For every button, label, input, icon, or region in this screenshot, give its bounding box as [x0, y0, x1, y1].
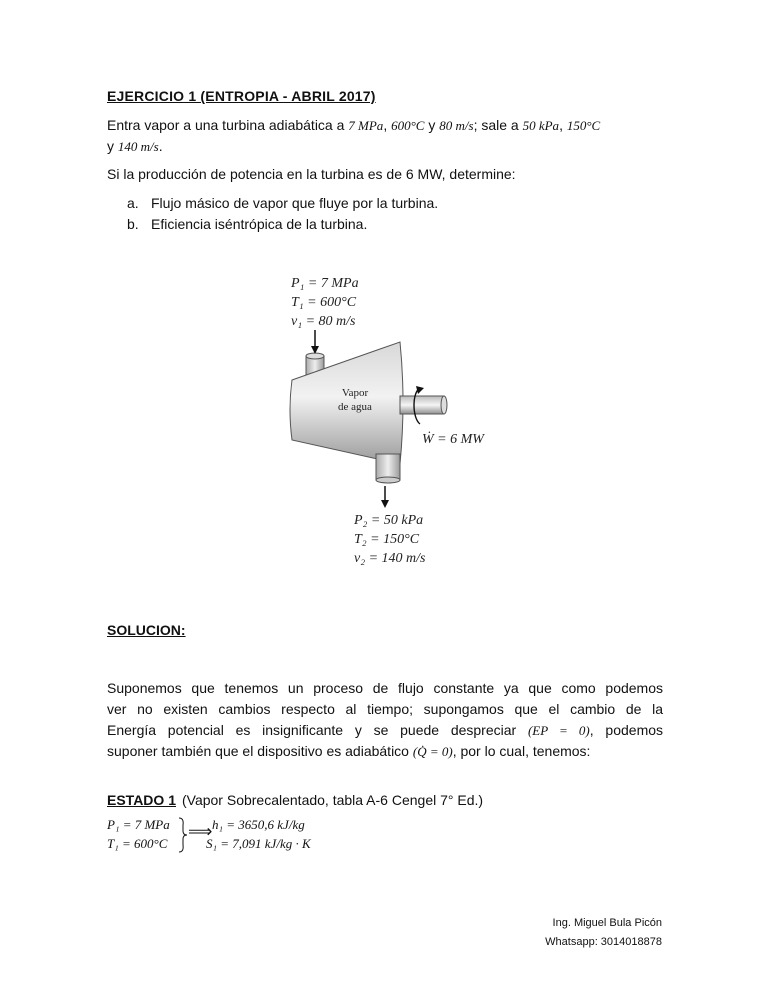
right-brace [178, 817, 188, 853]
inlet-velocity: 80 m/s [439, 118, 474, 133]
solution-line3-end: , podemos [589, 722, 664, 738]
estado1-desc: (Vapor Sobrecalentado, tabla A-6 Cengel 7° Ed.) [181, 792, 484, 808]
inlet-pressure: 7 MPa [348, 118, 384, 133]
solution-line1: Suponemos que tenemos un proceso de flujo constante ya que como podemos [107, 680, 663, 696]
estado1-label: ESTADO 1 [107, 792, 176, 808]
list-item-text: Flujo másico de vapor que fluye por la turbina. [151, 195, 439, 211]
estado1-pressure: P₁ = 7 MPa [107, 817, 170, 832]
question-list [127, 193, 438, 235]
power-statement: Si la producción de potencia en la turbina es de 6 MW, determine: [107, 166, 516, 182]
solution-line4-text: suponer también que el dispositivo es adiabático [107, 743, 409, 759]
solution-line3-text: Energía potencial es insignificante y se puede despreciar [107, 722, 517, 738]
footer-credit [545, 914, 662, 952]
author-name: Ing. Miguel Bula Picón [552, 917, 662, 929]
fig-body-label [330, 386, 380, 414]
outlet-pipe [376, 454, 400, 480]
list-item [127, 214, 438, 235]
exercise-title: EJERCICIO 1 (ENTROPIA - ABRIL 2017) [107, 88, 376, 104]
solucion-heading: SOLUCION: [107, 622, 186, 638]
solution-line3 [107, 720, 663, 741]
estado1-heading [107, 792, 483, 808]
turbine-shaft [400, 396, 444, 414]
estado1-temperature: T₁ = 600°C [107, 836, 168, 851]
solution-text [107, 678, 663, 762]
solution-line4-end: , por lo cual, tenemos: [452, 743, 591, 759]
list-item [127, 193, 438, 214]
fig-outlet-pressure: P₂ = 50 kPa [354, 513, 424, 528]
statement-sale: ; sale a [473, 117, 519, 133]
list-marker: a. [127, 195, 139, 211]
fig-inlet-temperature: T₁ = 600°C [291, 295, 357, 310]
solution-line4 [107, 741, 663, 762]
fig-body-line1: Vapor [341, 387, 369, 399]
implies-arrow: ⟹ [188, 822, 213, 841]
conj-y-2: y [107, 138, 114, 154]
problem-statement: Entra vapor a una turbina adiabática a 7 MPa, 600°C y 80 m/s; sale a 50 kPa, 150°C y 140 m/s. [107, 117, 601, 154]
list-item-text: Eficiencia iséntrópica de la turbina. [151, 216, 368, 232]
conj-y: y [428, 117, 436, 133]
outlet-temperature: 150°C [566, 118, 601, 133]
list-marker: b. [127, 216, 139, 232]
q-condition: (Q̇ = 0) [412, 744, 453, 759]
turbine-figure [250, 268, 520, 578]
estado1-enthalpy: h₁ = 3650,6 kJ/kg [212, 817, 305, 832]
estado1-entropy: S₁ = 7,091 kJ/kg · K [206, 836, 311, 851]
ep-condition: (EP = 0) [527, 723, 590, 738]
fig-outlet-temperature: T₂ = 150°C [354, 532, 420, 547]
fig-power: Ẇ = 6 MW [422, 432, 484, 447]
fig-outlet-velocity: v₂ = 140 m/s [354, 551, 426, 566]
inlet-temperature: 600°C [391, 118, 425, 133]
solution-line2: ver no existen cambios respecto al tiempo; supongamos que el cambio de la [107, 701, 663, 717]
outlet-pressure: 50 kPa [522, 118, 560, 133]
fig-inlet-pressure: P₁ = 7 MPa [291, 276, 359, 291]
fig-body-line2: de agua [338, 401, 372, 413]
author-whatsapp: Whatsapp: 3014018878 [545, 936, 662, 948]
fig-inlet-velocity: v₁ = 80 m/s [291, 314, 356, 329]
statement-text: Entra vapor a una turbina adiabática a [107, 117, 345, 133]
outlet-velocity: 140 m/s [117, 139, 159, 154]
